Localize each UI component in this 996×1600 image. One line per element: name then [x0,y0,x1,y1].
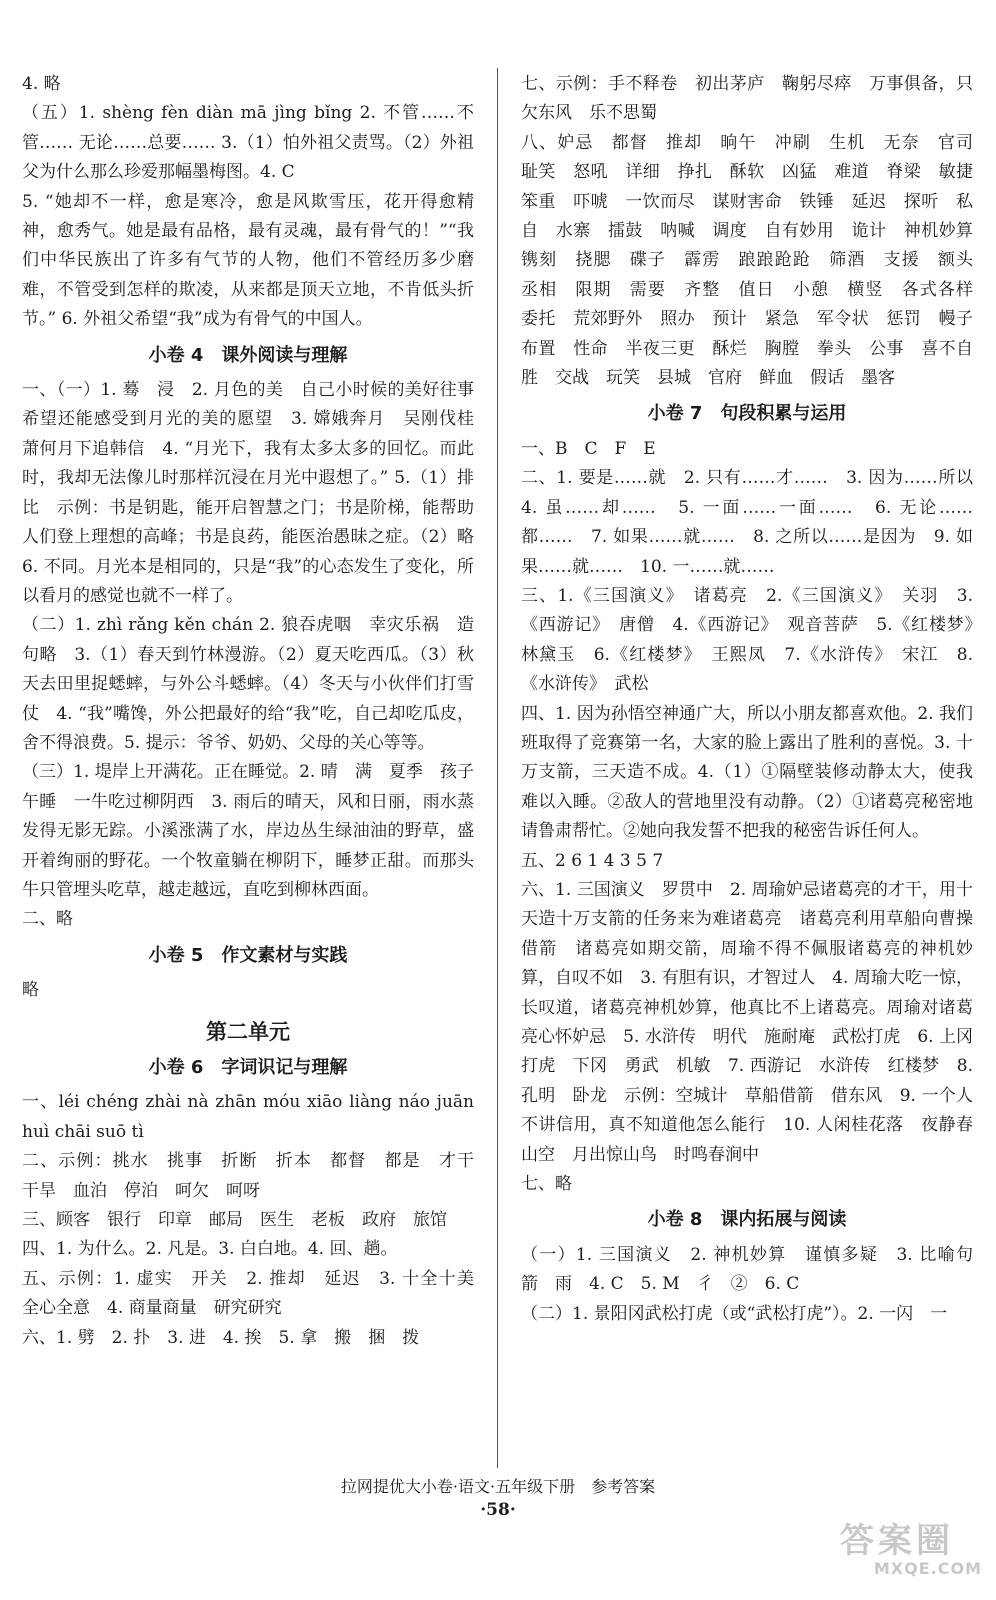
section-heading: 小卷 8 课内拓展与阅读 [647,1209,847,1231]
answer-paragraph: 一、léi chéng zhài nà zhān móu xiāo liàng náo juān huì chāi suō tì [22,1092,474,1142]
site-watermark-logo [812,1522,982,1584]
answer-paragraph: 二、1. 要是……就 2. 只有……才…… 3. 因为……所以 4. 虽……却…… 5. 一面……一面…… 6. 无论……都…… 7. 如果……就…… 8. 之所以……是因为 9. 如果……就…… 10. 一……就…… [521,468,990,577]
answer-paragraph: 四、1. 因为孙悟空神通广大，所以小朋友都喜欢他。2. 我们班取得了竞赛第一名，大家的脸上露出了胜利的喜悦。3. 十万支箭，三天造不成。4.（1）①隔壁装修动静太大，使我难以入睡。②敌人的营地里没有动静。（2）①诸葛亮秘密地请鲁肃帮忙。②她向我发誓不把我的秘密告诉任何人。 [521,703,973,842]
watermark-url: MXQE.COM [873,1559,982,1578]
left-column [22,70,491,1353]
answer-paragraph: 一、（一）1. 蓦 浸 2. 月色的美 自己小时候的美好往事 希望还能感受到月光的美的愿望 3. 嫦娥奔月 吴刚伐桂 萧何月下追韩信 4. “月光下，我有太多太多的回忆。而此时，我却无法像儿时那样沉浸在月光中遐想了。” 5.（1）排比 示例：书是钥匙，能开启智慧之门；书是阶梯，能帮助人们登上理想的高峰；书是良药，能医治愚昧之症。（2）略 6. 不同。月光本是相同的，只是“我”的心态发生了变化，所以看月的感觉也就不一样了。 [22,380,491,606]
right-column [521,70,990,1329]
answer-paragraph: （一）1. 三国演义 2. 神机妙算 谨慎多疑 3. 比喻句 箭 雨 4. C 5. M 彳 ② 6. C [521,1244,990,1295]
answer-paragraph: （二）1. zhì rǎng kěn chán 2. 狼吞虎咽 幸灾乐祸 造句略 3.（1）春天到竹林漫游。（2）夏天吃西瓜。（3）秋天去田里捉蟋蟀，与外公斗蟋蟀。（4）冬天与小伙伴们打雪仗 4. “我”嘴馋，外公把最好的给“我”吃，自己却吃瓜皮，舍不得浪费。5. 提示：爷爷、奶奶、父母的关心等等。 [22,615,474,753]
answer-paragraph: 二、略 [22,909,73,930]
section-heading: 小卷 6 字词识记与理解 [148,1057,348,1078]
answer-paragraph: 五、示例：1. 虚实 开关 2. 推却 延迟 3. 十全十美 全心全意 4. 商量商量 研究研究 [22,1268,491,1319]
answer-paragraph: 三、1.《三国演义》 诸葛亮 2.《三国演义》 关羽 3.《西游记》 唐僧 4.《西游记》 观音菩萨 5.《红楼梦》 林黛玉 6.《红楼梦》 王熙凤 7.《水浒传》 宋江 8.《水浒传》 武松 [521,585,990,695]
answer-paragraph: 八、妒忌 都督 推却 晌午 冲刷 生机 无奈 官司 耻笑 怒吼 详细 挣扎 酥软 凶猛 难道 脊梁 敏捷 笨重 吓唬 一饮而尽 谋财害命 铁锤 延迟 探听 私自 水寨 擂鼓 呐喊 调度 自有妙用 诡计 神机妙算 镌刻 挠腮 碟子 霹雳 踉踉跄跄 筛酒 支援 额头 丞相 限期 需要 齐整 值日 小憩 横竖 各式各样 委托 荒郊野外 照办 预计 紧急 军令状 惩罚 幔子 布置 性命 半夜三更 酥烂 胸膛 拳头 公事 喜不自胜 交战 玩笑 县城 官府 鲜血 假话 墨客 [521,132,990,389]
answer-paragraph: 五、2 6 1 4 3 5 7 [521,850,664,871]
page-number: ·58· [480,1500,516,1520]
watermark-logo-text: 答案圈 [840,1521,954,1561]
section-heading: 小卷 4 课外阅读与理解 [148,344,348,366]
answer-paragraph: 六、1. 劈 2. 扑 3. 进 4. 挨 5. 拿 搬 捆 拨 [22,1327,420,1348]
answer-paragraph: 四、1. 为什么。2. 凡是。3. 白白地。4. 回、趟。 [22,1239,398,1260]
answer-paragraph: （三）1. 堤岸上开满花。正在睡觉。2. 晴 满 夏季 孩子午睡 一牛吃过柳阴西 3. 雨后的晴天，风和日丽，雨水蒸发得无影无踪。小溪涨满了水，岸边丛生绿油油的野草，盛开着绚丽的野花。一个牧童躺在柳阴下，睡梦正甜。而那头牛只管埋头吃草，越走越远，直吃到柳林西面。 [22,762,474,900]
book-footer: 拉网提优大小卷·语文·五年级下册 参考答案 [340,1477,656,1496]
column-divider [497,68,498,1468]
answer-paragraph: 七、示例：手不释卷 初出茅庐 鞠躬尽瘁 万事俱备，只欠东风 乐不思蜀 [521,74,973,124]
answer-paragraph: （五）1. shèng fèn diàn mā jìng bǐng 2. 不管……不管…… 无论……总要…… 3.（1）怕外祖父责骂。（2）外祖父为什么那么珍爱那幅墨梅图。4. C [22,103,474,183]
section-heading: 小卷 5 作文素材与实践 [148,944,348,966]
unit-heading: 第二单元 [206,1019,290,1044]
answer-paragraph: 略 [22,980,39,1001]
answer-paragraph: 4. 略 [22,74,61,94]
answer-paragraph: （二）1. 景阳冈武松打虎（或“武松打虎”）。2. 一闪 一 [521,1303,948,1324]
answer-paragraph: 二、示例：挑水 挑事 折断 折本 都督 都是 才干 干旱 血泊 停泊 呵欠 呵呀 [22,1151,491,1201]
answer-paragraph: 七、略 [521,1174,572,1195]
answer-paragraph: 一、B C F E [521,438,656,459]
section-heading: 小卷 7 句段积累与运用 [647,403,847,425]
answer-paragraph: 三、顾客 银行 印章 邮局 医生 老板 政府 旅馆 [22,1210,447,1231]
answer-paragraph: 5. “她却不一样，愈是寒冷，愈是风欺雪压，花开得愈精神，愈秀气。她是最有品格，最有灵魂，最有骨气的！”“我们中华民族出了许多有气节的人物，他们不管经历多少磨难，不管受到怎样的欺凌，从来都是顶天立地，不肯低头折节。” 6. 外祖父希望“我”成为有骨气的中国人。 [22,191,474,330]
answer-paragraph: 六、1. 三国演义 罗贯中 2. 周瑜妒忌诸葛亮的才干，用十天造十万支箭的任务来为难诸葛亮 诸葛亮利用草船向曹操借箭 诸葛亮如期交箭，周瑜不得不佩服诸葛亮的神机妙算，自叹不如 3. 有胆有识，才智过人 4. 周瑜大吃一惊，长叹道，诸葛亮神机妙算，他真比不上诸葛亮。周瑜对诸葛亮心怀妒忌 5. 水浒传 明代 施耐庵 武松打虎 6. 上冈 打虎 下冈 勇武 机敏 7. 西游记 水浒传 红楼梦 8. 孔明 卧龙 示例：空城计 草船借箭 借东风 9. 一个人不讲信用，真不知道他怎么能行 10. 人闲桂花落 夜静春山空 月出惊山鸟 时鸣春涧中 [521,879,990,1165]
